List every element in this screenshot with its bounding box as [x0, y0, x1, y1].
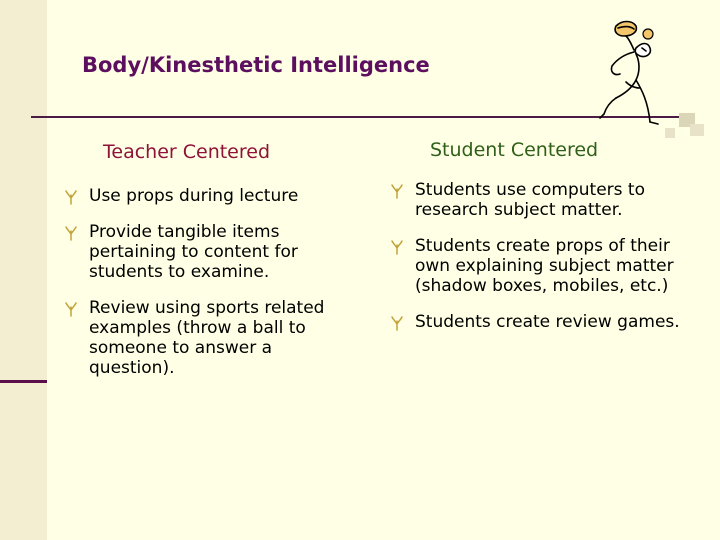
reed-bullet-icon [64, 225, 78, 241]
list-item-text: Students create props of their own explaining subject matter (shadow boxes, mobiles, etc.) [415, 236, 674, 296]
teacher-centered-heading: Teacher Centered [103, 141, 271, 163]
left-decorative-band [0, 0, 47, 540]
reed-bullet-icon [390, 315, 404, 331]
list-item-text: Students use computers to research subject matter. [415, 180, 645, 220]
student-centered-heading: Student Centered [430, 139, 599, 161]
student-centered-list [390, 180, 690, 348]
reed-bullet-icon [390, 239, 404, 255]
teacher-centered-list [64, 186, 354, 394]
list-item-text: Students create review games. [415, 312, 680, 332]
list-item-text: Use props during lecture [89, 186, 299, 206]
slide-title: Body/Kinesthetic Intelligence [82, 53, 430, 77]
list-item-text: Provide tangible items pertaining to content for students to examine. [89, 222, 298, 282]
left-band-divider [0, 380, 47, 383]
list-item [390, 236, 690, 296]
title-divider-line [31, 116, 691, 118]
reed-bullet-icon [390, 183, 404, 199]
reed-bullet-icon [64, 189, 78, 205]
list-item [390, 180, 690, 220]
list-item [64, 298, 354, 378]
decorative-square [690, 124, 704, 136]
list-item-text: Review using sports related examples (throw a ball to someone to answer a question). [89, 298, 325, 378]
athlete-throwing-ball-icon [596, 18, 674, 130]
reed-bullet-icon [64, 301, 78, 317]
list-item [390, 312, 690, 332]
list-item [64, 222, 354, 282]
list-item [64, 186, 354, 206]
